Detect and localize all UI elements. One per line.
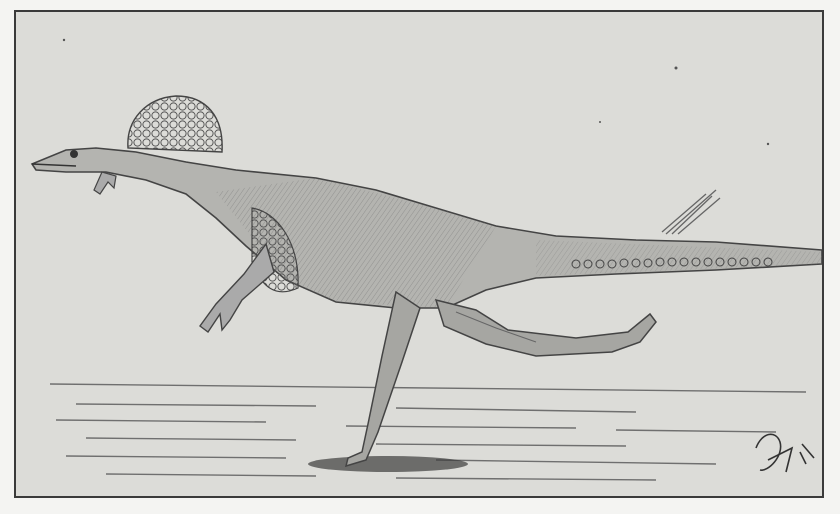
dinosaur-eye <box>70 150 78 158</box>
sketch-canvas <box>16 12 822 496</box>
picture-frame <box>14 10 824 498</box>
ground-shadow <box>308 456 468 472</box>
